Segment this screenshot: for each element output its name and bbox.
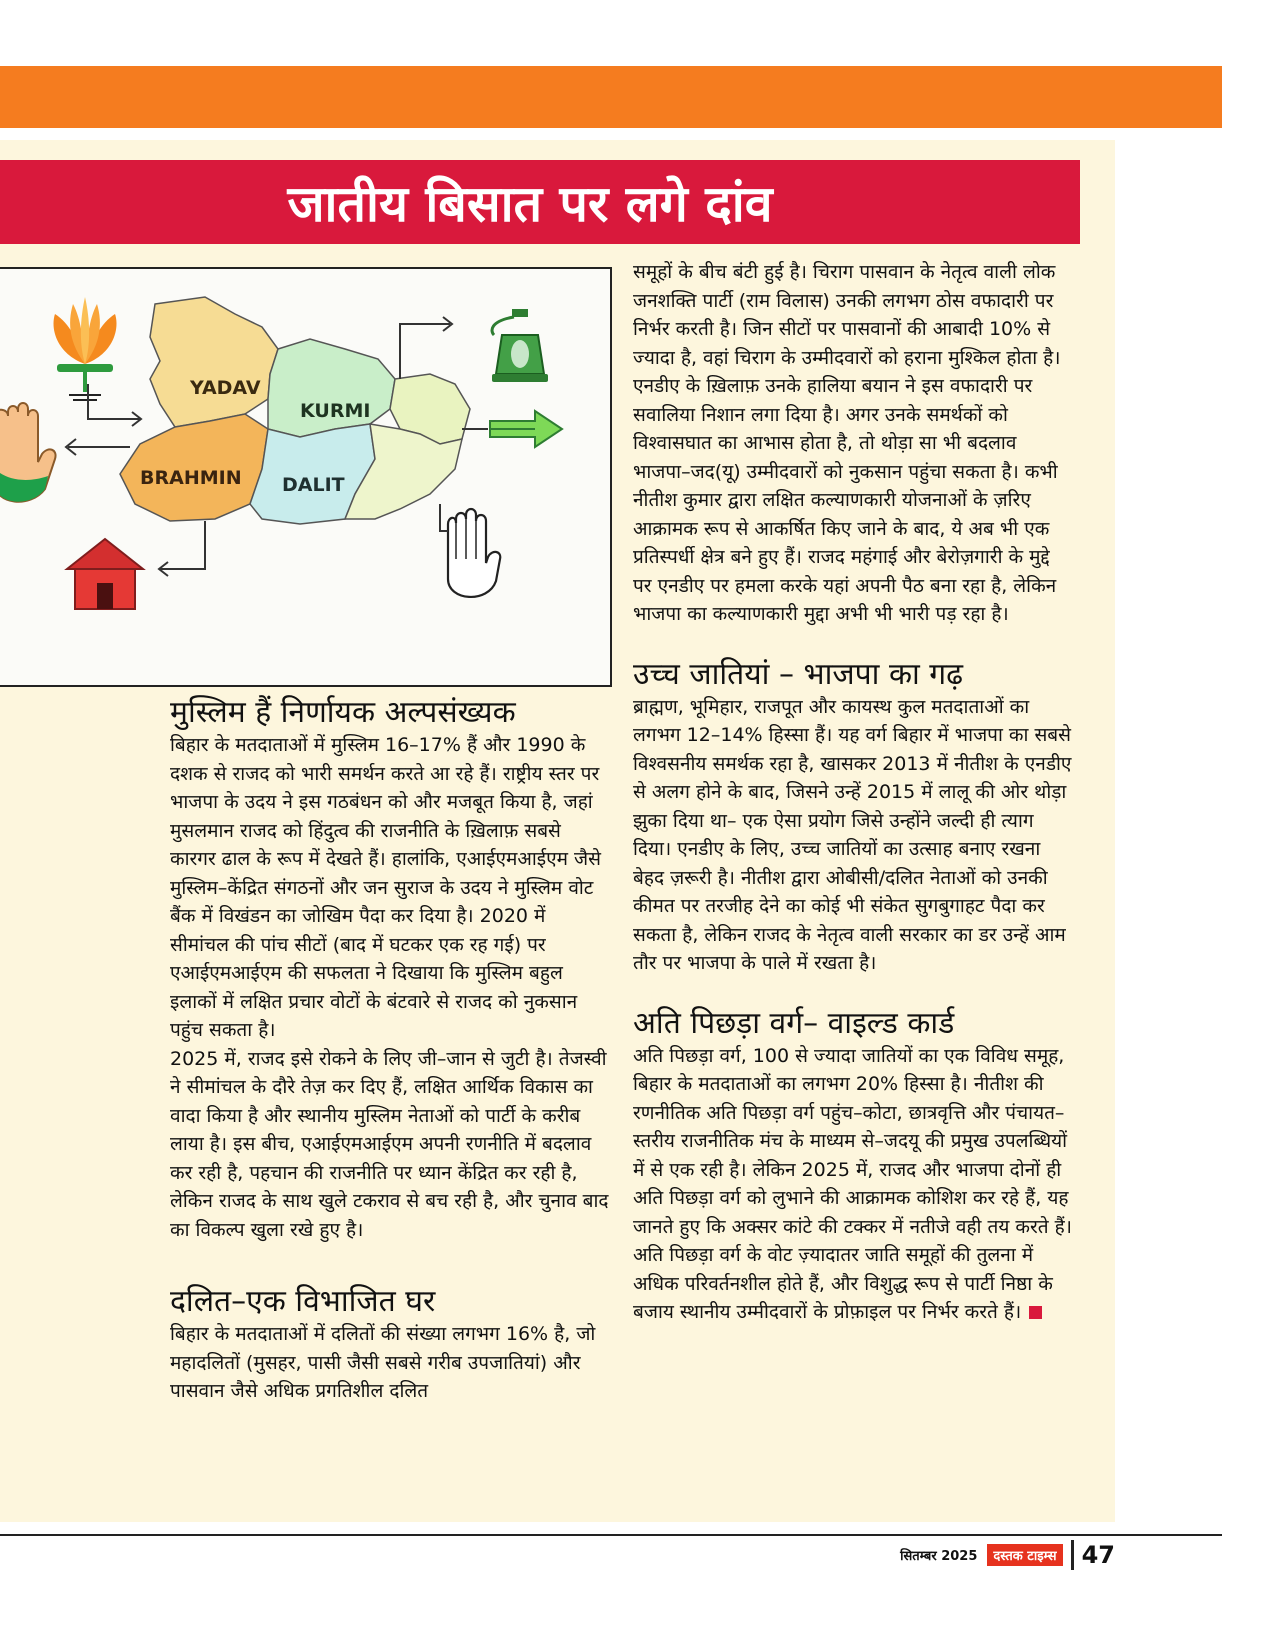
- paragraph-ebc: [633, 1042, 1073, 1327]
- dalit-label: DALIT: [282, 474, 345, 496]
- yadav-label: YADAV: [190, 377, 261, 399]
- page-number: 47: [1081, 1541, 1115, 1569]
- section-heading-muslim: मुस्लिम हैं निर्णायक अल्पसंख्यक: [170, 695, 516, 730]
- right-column: [633, 258, 1073, 1327]
- magazine-logo: दस्तक टाइम्स: [987, 1544, 1062, 1566]
- title-banner: [0, 160, 1080, 244]
- section-heading-dalit: दलित–एक विभाजित घर: [170, 1284, 436, 1319]
- paragraph-ebc-text: अति पिछड़ा वर्ग, 100 से ज्यादा जातियों का एक विविध समूह, बिहार के मतदाताओं का लगभग 20% हिस्सा है। नीतीश की रणनीतिक अति पिछड़ा वर्ग पहुंच–कोटा, छात्रवृत्ति और पंचायत–स्तरीय राजनीतिक मंच के माध्यम से–जदयू की प्रमुख उपलब्धियों में से एक रही है। लेकिन 2025 में, राजद और भाजपा दोनों ही अति पिछड़ा वर्ग को लुभाने की आक्रामक कोशिश कर रहे हैं, यह जानते हुए कि अक्सर कांटे की टक्कर में नतीजे वही तय करते हैं। अति पिछड़ा वर्ग के वोट ज़्यादातर जाति समूहों की तुलना में अधिक परिवर्तनशील होते हैं, और विशुद्ध रूप से पार्टी निष्ठा के बजाय स्थानीय उम्मीदवारों के प्रोफ़ाइल पर निर्भर करते हैं।: [633, 1044, 1072, 1323]
- end-mark-icon: [1029, 1306, 1042, 1319]
- left-column: [170, 695, 610, 1406]
- kurmi-label: KURMI: [300, 400, 371, 422]
- page-title: जातीय बिसात पर लगे दांव: [287, 175, 773, 233]
- issue-date: सितम्बर 2025: [900, 1549, 978, 1564]
- paragraph-dalit-continued: समूहों के बीच बंटी हुई है। चिराग पासवान के नेतृत्व वाली लोक जनशक्ति पार्टी (राम विलास) उनकी लगभग ठोस वफादारी पर निर्भर करती है। जिन सीटों पर पासवानों की आबादी 10% से ज्यादा है, वहां चिराग के उम्मीदवारों को हराना मुश्किल होता है। एनडीए के ख़िलाफ़ उनके हालिया बयान ने इस वफादारी पर सवालिया निशान लगा दिया है। अगर उनके समर्थकों को विश्वासघात का आभास होता है, तो थोड़ा सा भी बदलाव भाजपा–जद(यू) उम्मीदवारों को नुकसान पहुंचा सकता है। कभी नीतीश कुमार द्वारा लक्षित कल्याणकारी योजनाओं के ज़रिए आक्रामक रूप से आकर्षित किए जाने के बाद, ये अब भी एक प्रतिस्पर्धी क्षेत्र बने हुए हैं। राजद महंगाई और बेरोज़गारी के मुद्दे पर एनडीए पर हमला करके यहां अपनी पैठ बना रहा है, लेकिन भाजपा का कल्याणकारी मुद्दा अभी भी भारी पड़ रहा है।: [633, 261, 1061, 625]
- paragraph-dalit-1: बिहार के मतदाताओं में दलितों की संख्या लगभग 16% है, जो महादलितों (मुसहर, पासी जैसी सबसे गरीब उपजातियां) और पासवान जैसे अधिक प्रगतिशील दलित: [170, 1323, 596, 1402]
- footer-separator: [1071, 1540, 1074, 1570]
- top-orange-band: [0, 66, 1222, 128]
- page-footer: [900, 1538, 1115, 1572]
- section-heading-upper-castes: उच्च जातियां – भाजपा का गढ़: [633, 656, 964, 692]
- caste-map-illustration: [0, 267, 612, 687]
- paragraph-muslim-1: बिहार के मतदाताओं में मुस्लिम 16–17% हैं और 1990 के दशक से राजद को भारी समर्थन करते आ रहे हैं। राष्ट्रीय स्तर पर भाजपा के उदय ने इस गठबंधन को और मजबूत किया है, जहां मुसलमान राजद को हिंदुत्व की राजनीति के ख़िलाफ़ सबसे कारगर ढाल के रूप में देखते हैं। हालांकि, एआईएमआईएम जैसे मुस्लिम–केंद्रित संगठनों और जन सुराज के उदय ने मुस्लिम वोट बैंक में विखंडन का जोखिम पैदा कर दिया है। 2020 में सीमांचल की पांच सीटों (बाद में घटकर एक रह गई) पर एआईएमआईएम की सफलता ने दिखाया कि मुस्लिम बहुल इलाकों में लक्षित प्रचार वोटों के बंटवारे से राजद को नुकसान पहुंच सकता है।: [170, 734, 601, 1041]
- footer-rule: [0, 1534, 1222, 1536]
- paragraph-muslim-2: 2025 में, राजद इसे रोकने के लिए जी–जान से जुटी है। तेजस्वी ने सीमांचल के दौरे तेज़ कर दिए हैं, लक्षित आर्थिक विकास का वादा किया है और स्थानीय मुस्लिम नेताओं को पार्टी के करीब लाया है। इस बीच, एआईएमआईएम अपनी रणनीति में बदलाव कर रही है, पहचान की राजनीति पर ध्यान केंद्रित कर रही है, लेकिन राजद के साथ खुले टकराव से बच रही है, और चुनाव बाद का विकल्प खुला रखे हुए है।: [170, 1047, 609, 1241]
- paragraph-upper-castes: ब्राह्मण, भूमिहार, राजपूत और कायस्थ कुल मतदाताओं का लगभग 12–14% हिस्सा हैं। यह वर्ग बिहार में भाजपा का सबसे विश्वसनीय समर्थक रहा है, खासकर 2013 में नीतीश के एनडीए से अलग होने के बाद, जिसने उन्हें 2015 में लालू की ओर थोड़ा झुका दिया था– एक ऐसा प्रयोग जिसे उन्होंने जल्दी ही त्याग दिया। एनडीए के लिए, उच्च जातियों का उत्साह बनाए रखना बेहद ज़रूरी है। नीतीश द्वारा ओबीसी/दलित नेताओं को उनकी कीमत पर तरजीह देने का कोई भी संकेत सुगबुगाहट पैदा कर सकता है, लेकिन राजद के नेतृत्व वाली सरकार का डर उन्हें आम तौर पर भाजपा के पाले में रखता है।: [633, 695, 1072, 974]
- section-heading-ebc: अति पिछड़ा वर्ग– वाइल्ड कार्ड: [633, 1005, 955, 1041]
- brahmin-label: BRAHMIN: [140, 467, 242, 489]
